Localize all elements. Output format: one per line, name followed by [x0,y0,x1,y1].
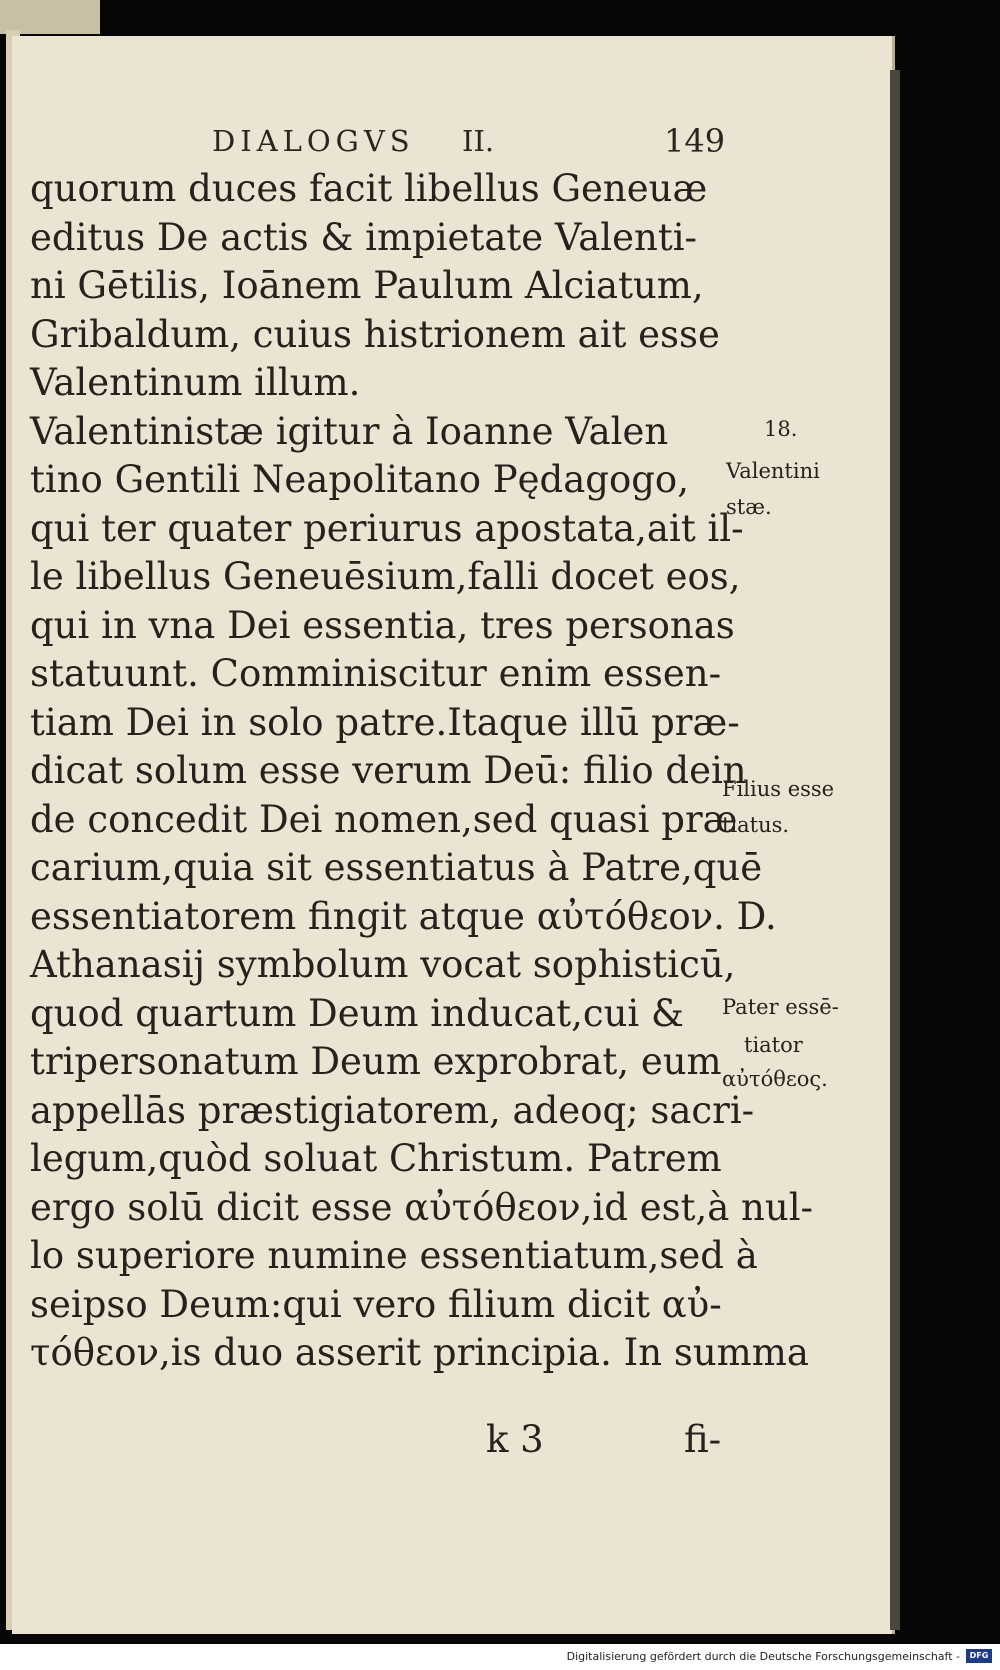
catchword: fi- [684,1418,722,1461]
text-line: legum,quòd soluat Christum. Patrem [30,1137,722,1180]
text-line: statuunt. Comminiscitur enim essen- [30,652,722,695]
text-line: dicat solum esse verum Deū: filio dein [30,749,747,792]
text-line: quod quartum Deum inducat,cui & [30,991,684,1035]
text-line: tiam Dei in solo patre.Itaque illū præ- [30,700,740,744]
page-number: 149 [664,122,726,160]
marginal-note-pater: tiator [744,1033,803,1057]
text-line: Valentinum illum. [30,361,361,404]
text-line: appellās præstigiatorem, adeoq; sacri- [30,1088,755,1132]
page-shadow [890,70,900,1630]
text-line: seipso Deum:qui vero filium dicit αὐ- [30,1282,722,1326]
text-line: quorum duces facit libellus Geneuæ [30,167,708,210]
running-head-number: II. [462,124,495,158]
text-line: ergo solū dicit esse αὐτόθεον,id est,à nul- [30,1185,814,1229]
text-line: lo superiore numine essentiatum,sed à [30,1234,758,1277]
text-line: editus De actis & impietate Valenti- [30,215,698,259]
marginal-note-pater: Pater essē- [722,995,839,1019]
text-line: tripersonatum Deum exprobrat, eum [30,1040,722,1083]
running-head-title: DIALOGVS [212,124,415,158]
text-line: carium,quia sit essentiatus à Patre,quē [30,846,763,889]
marginal-note-pater: αὐτόθεος. [722,1067,828,1091]
text-line: essentiatorem fingit atque αὐτόθεον. D. [30,894,777,938]
digitization-note: Digitalisierung gefördert durch die Deutsche Forschungsgemeinschaft - [566,1650,960,1663]
marginal-note-valentinistae: stæ. [726,495,772,519]
page-corner [0,0,100,34]
text-line: τόθεον,is duo asserit principia. In summa [30,1331,809,1374]
text-line: le libellus Geneuēsium,falli docet eos, [30,555,741,598]
page-footer [0,1418,1000,1468]
text-line: Athanasij symbolum vocat sophisticū, [30,943,736,986]
marginal-number: 18. [764,417,798,441]
marginal-note-valentinistae: Valentini [726,459,820,483]
text-line: qui in vna Dei essentia, tres personas [30,603,735,647]
text-line: tino Gentili Neapolitano Pędagogo, [30,458,689,501]
text-line: ni Gētilis, Ioānem Paulum Alciatum, [30,264,704,307]
signature-mark: k 3 [486,1418,544,1461]
text-line: Valentinistæ igitur à Ioanne Valen [30,409,669,453]
dfg-logo: DFG [966,1649,992,1663]
text-line: qui ter quater periurus apostata,ait il- [30,506,744,550]
digitization-bar [0,1644,1000,1670]
text-line: de concedit Dei nomen,sed quasi præ [30,797,738,841]
text-line: Gribaldum, cuius histrionem ait esse [30,312,720,356]
marginal-note-filius: Filius esse [722,777,835,801]
marginal-note-filius: tiatus. [722,813,790,837]
running-head [0,88,1000,160]
